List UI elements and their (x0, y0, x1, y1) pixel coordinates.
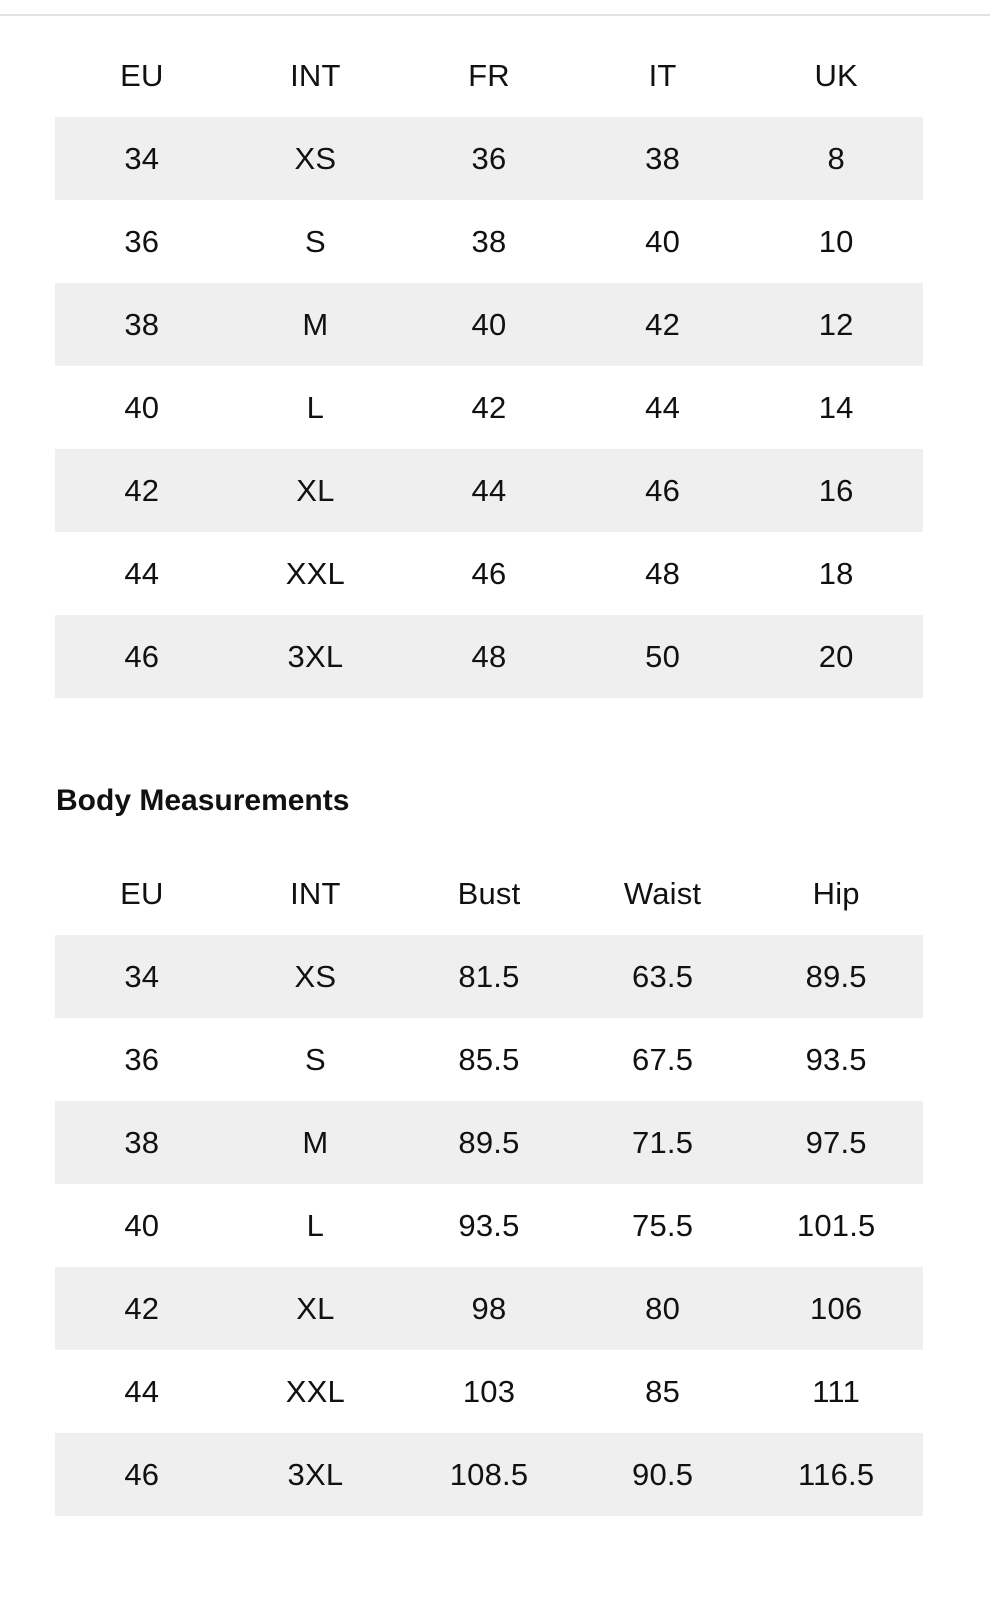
table-cell: 48 (645, 556, 681, 591)
table-cell: 14 (818, 390, 854, 425)
table-cell: 44 (471, 473, 507, 508)
table-row (55, 1350, 923, 1433)
table-cell: 10 (818, 224, 854, 259)
table-cell: XS (294, 141, 337, 176)
table-cell: 36 (124, 1042, 160, 1077)
table-cell: 116.5 (798, 1457, 875, 1492)
table-row (55, 1101, 923, 1184)
table-cell: XL (296, 473, 335, 508)
table-cell: 106 (810, 1291, 863, 1326)
table-cell: 75.5 (632, 1208, 694, 1243)
top-divider (0, 14, 990, 16)
table-cell: 71.5 (632, 1125, 694, 1160)
table-cell: 108.5 (449, 1457, 529, 1492)
table-row (55, 532, 923, 615)
header-cell-int: INT (290, 876, 341, 911)
table-cell: L (306, 1208, 325, 1243)
table-cell: XXL (285, 1374, 345, 1409)
table-cell: 80 (645, 1291, 681, 1326)
table-cell: 36 (124, 224, 160, 259)
table-row (55, 200, 923, 283)
table-row (55, 1433, 923, 1516)
table-cell: 44 (124, 556, 160, 591)
table-cell: 38 (124, 1125, 160, 1160)
header-cell-eu: EU (120, 58, 164, 93)
table-cell: 97.5 (805, 1125, 867, 1160)
table-cell: 44 (645, 390, 681, 425)
table-cell: S (304, 1042, 326, 1077)
table-cell: 3XL (287, 639, 344, 674)
table-cell: 18 (818, 556, 854, 591)
body-measurements-title: Body Measurements (56, 784, 350, 817)
table-cell: 16 (818, 473, 854, 508)
table-cell: 42 (645, 307, 681, 342)
table-cell: 36 (471, 141, 507, 176)
table-cell: 44 (124, 1374, 160, 1409)
table-cell: 38 (124, 307, 160, 342)
table-cell: 42 (124, 473, 160, 508)
table-cell: 90.5 (632, 1457, 694, 1492)
table-row (55, 1018, 923, 1101)
table-cell: 48 (471, 639, 507, 674)
table-cell: S (304, 224, 326, 259)
table-cell: 40 (124, 390, 160, 425)
body-measurements-table (55, 852, 923, 1516)
table-cell: L (306, 390, 325, 425)
table-row (55, 1184, 923, 1267)
table-cell: 8 (827, 141, 845, 176)
size-conversion-table (55, 34, 923, 698)
table-cell: 34 (124, 141, 160, 176)
table-cell: 67.5 (632, 1042, 694, 1077)
table-row (55, 615, 923, 698)
table-row (55, 283, 923, 366)
table-cell: 89.5 (458, 1125, 520, 1160)
table-cell: 46 (471, 556, 507, 591)
table-row (55, 935, 923, 1018)
table-cell: 98 (471, 1291, 507, 1326)
table-cell: M (302, 307, 329, 342)
table-cell: 50 (645, 639, 681, 674)
table-cell: 40 (471, 307, 507, 342)
table-cell: 46 (124, 1457, 160, 1492)
header-cell-bust: Bust (457, 876, 521, 911)
header-cell-uk: UK (814, 58, 858, 93)
table-cell: 85.5 (458, 1042, 520, 1077)
table-cell: 38 (645, 141, 681, 176)
table-cell: 89.5 (805, 959, 867, 994)
table-row (55, 366, 923, 449)
table-cell: 34 (124, 959, 160, 994)
table-cell: 3XL (287, 1457, 344, 1492)
table-cell: 81.5 (458, 959, 520, 994)
table-row (55, 1267, 923, 1350)
table-cell: 46 (645, 473, 681, 508)
header-cell-hip: Hip (812, 876, 860, 911)
header-cell-fr: FR (468, 58, 510, 93)
header-cell-int: INT (290, 58, 341, 93)
header-cell-eu: EU (120, 876, 164, 911)
table-cell: 63.5 (632, 959, 694, 994)
table-cell: 40 (645, 224, 681, 259)
table-cell: XXL (285, 556, 345, 591)
header-cell-it: IT (648, 58, 677, 93)
table-cell: 85 (645, 1374, 681, 1409)
table-cell: 42 (471, 390, 507, 425)
table-cell: 93.5 (805, 1042, 867, 1077)
table-cell: 103 (462, 1374, 516, 1409)
table-cell: 93.5 (458, 1208, 520, 1243)
header-cell-waist: Waist (623, 876, 702, 911)
table-cell: XL (296, 1291, 335, 1326)
table-cell: 12 (818, 307, 854, 342)
table-row (55, 117, 923, 200)
table-cell: 46 (124, 639, 160, 674)
table-cell: 40 (124, 1208, 160, 1243)
table-cell: 111 (812, 1374, 861, 1409)
table-cell: 20 (818, 639, 854, 674)
table-cell: M (302, 1125, 329, 1160)
table-header-row (55, 34, 923, 117)
table-row (55, 449, 923, 532)
table-cell: 101.5 (796, 1208, 876, 1243)
table-cell: 38 (471, 224, 507, 259)
table-cell: XS (294, 959, 337, 994)
table-header-row (55, 852, 923, 935)
table-cell: 42 (124, 1291, 160, 1326)
